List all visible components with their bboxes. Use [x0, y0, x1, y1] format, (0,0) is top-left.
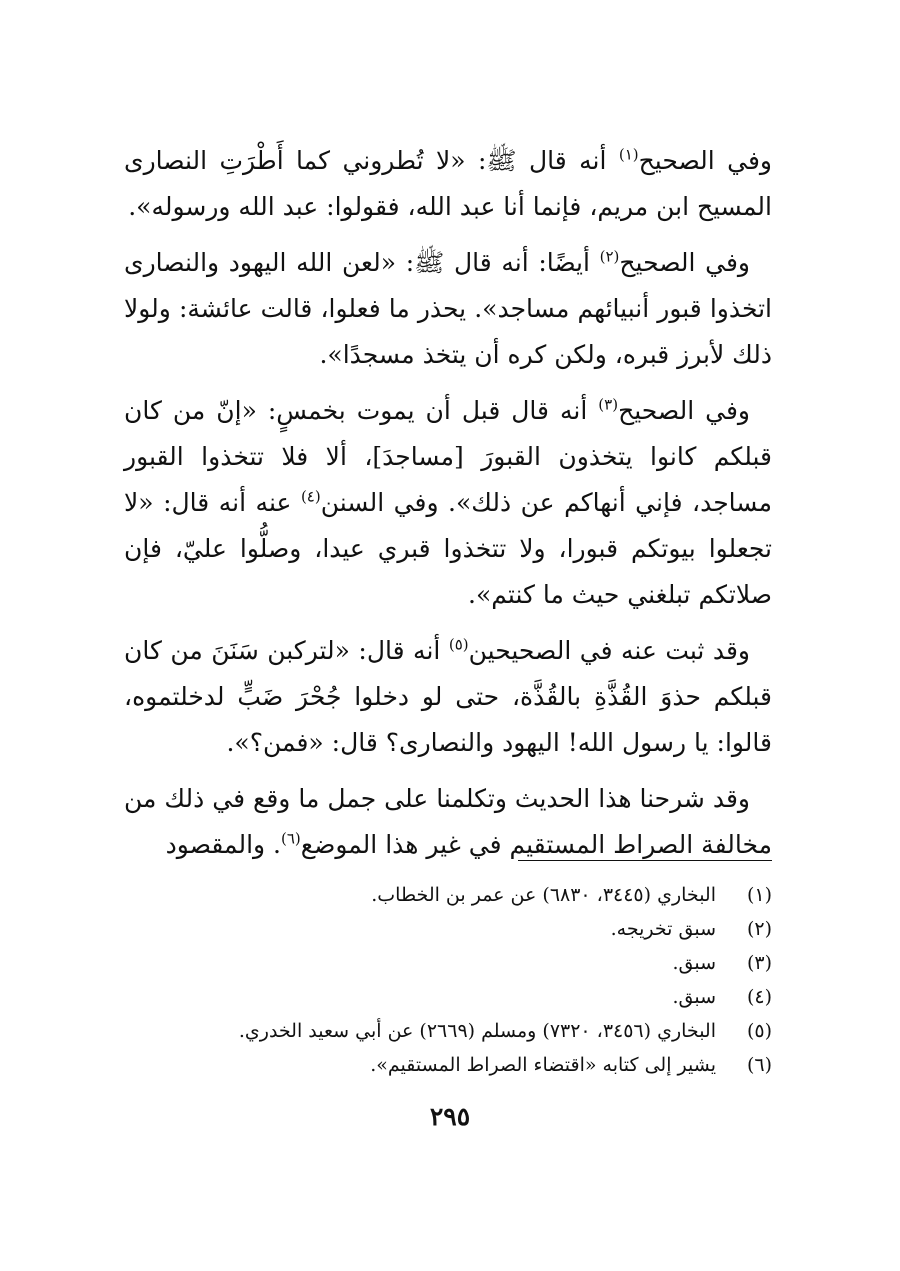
footnote: [124, 946, 772, 980]
paragraph-text: وفي الصحيح: [638, 146, 772, 175]
paragraph-text: وقد ثبت عنه في الصحيحين: [468, 636, 750, 665]
footnote-ref: (٥): [448, 635, 469, 654]
footnote-text: سبق.: [672, 986, 716, 1008]
footnote-number: (٤): [746, 986, 772, 1008]
paragraph: [124, 776, 772, 868]
paragraph-text: أنه قال قبل أن يموت بخمسٍ: «إنّ من كان قبلكم كانوا يتخذون القبورَ [مساجدَ]، ألا فلا تتخذوا القبور مساجد، فإني أنهاكم عن ذلك». وفي السنن: [124, 396, 772, 517]
paragraph-text: وفي الصحيح: [619, 248, 750, 277]
footnote-number: (٣): [746, 952, 772, 974]
footnote-number: (٥): [746, 1020, 772, 1042]
paragraph: [124, 240, 772, 378]
paragraph: [124, 628, 772, 766]
footnotes: [124, 878, 772, 1082]
footnote: [124, 1048, 772, 1082]
footnote: [124, 912, 772, 946]
footnote-text: البخاري (٣٤٥٦، ٧٣٢٠) ومسلم (٢٦٦٩) عن أبي سعيد الخدري.: [238, 1020, 716, 1042]
footnote-text: البخاري (٣٤٤٥، ٦٨٣٠) عن عمر بن الخطاب.: [371, 884, 716, 906]
paragraph: [124, 388, 772, 618]
footnote-number: (٦): [746, 1054, 772, 1076]
footnote-number: (٢): [746, 918, 772, 940]
footnote-ref: (١): [618, 145, 639, 164]
paragraph-text: وفي الصحيح: [618, 396, 750, 425]
footnote-ref: (٦): [281, 829, 301, 848]
footnote-number: (١): [746, 884, 772, 906]
footnote-ref: (٤): [300, 487, 321, 506]
footnote: [124, 878, 772, 912]
footnote-separator: [518, 860, 772, 861]
paragraph-text: أنه قال ﷺ: «لا تُطروني كما أَطْرَتِ النصارى المسيح ابن مريم، فإنما أنا عبد الله، فقولوا: عبد الله ورسوله».: [124, 146, 772, 221]
paragraph-text: أيضًا: أنه قال ﷺ: «لعن الله اليهود والنصارى اتخذوا قبور أنبيائهم مساجد». يحذر ما فعلوا، قالت عائشة: ولولا ذلك لأبرز قبره، ولكن كره أن يتخذ مسجدًا».: [124, 248, 772, 369]
footnote: [124, 1014, 772, 1048]
paragraph-text: . والمقصود: [165, 830, 281, 859]
footnote-text: يشير إلى كتابه «اقتضاء الصراط المستقيم».: [370, 1054, 716, 1076]
footnote-ref: (٣): [598, 395, 619, 414]
paragraph-text: وقد شرحنا هذا الحديث وتكلمنا على جمل ما وقع في ذلك من مخالفة الصراط المستقيم في غير هذا الموضع: [124, 784, 772, 859]
paragraph-text: عنه أنه قال: «لا تجعلوا بيوتكم قبورا، ولا تتخذوا قبري عيدا، وصلُّوا عليّ، فإن صلاتكم تبلغني حيث ما كنتم».: [124, 488, 772, 609]
main-text: [124, 138, 772, 878]
footnote: [124, 980, 772, 1014]
paragraph: [124, 138, 772, 230]
page-number: ٢٩٥: [429, 1102, 471, 1131]
footnote-ref: (٢): [599, 247, 620, 266]
footnote-text: سبق.: [672, 952, 716, 974]
paragraph-text: أنه قال: «لتركبن سَنَنَ من كان قبلكم حذوَ القُذَّةِ بالقُذَّة، حتى لو دخلوا جُحْرَ ضَبٍّ لدخلتموه، قالوا: يا رسول الله! اليهود والنصارى؟ قال: «فمن؟».: [124, 636, 772, 757]
footnote-text: سبق تخريجه.: [610, 918, 716, 940]
